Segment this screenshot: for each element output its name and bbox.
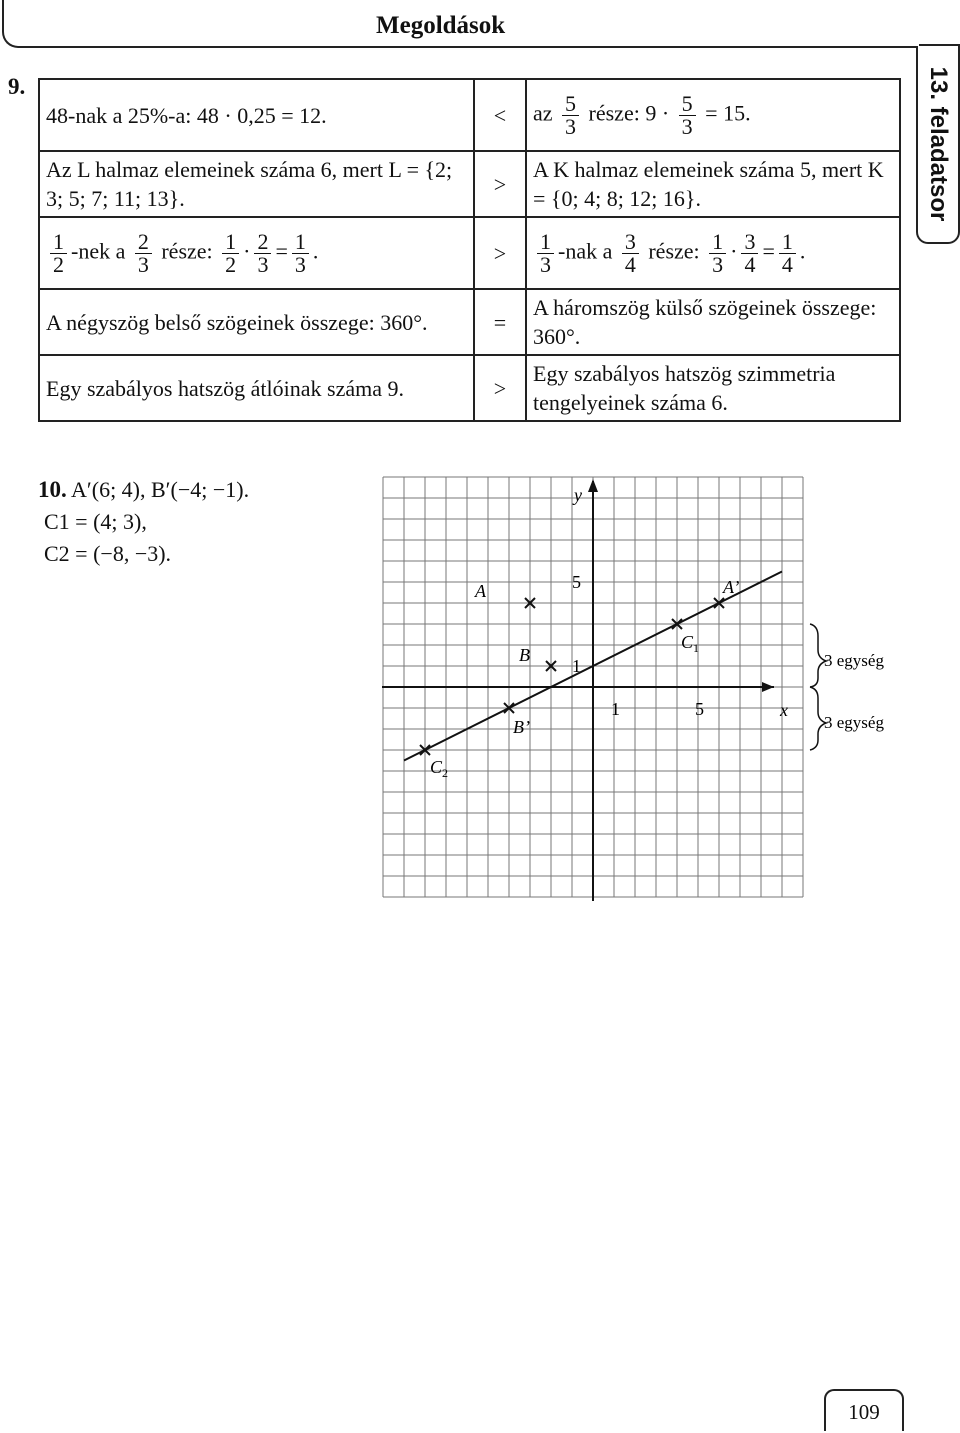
text-fragment: része: 9 ·: [588, 100, 670, 126]
fraction: [679, 90, 696, 139]
fraction: [741, 228, 758, 277]
y-axis-label: y: [574, 485, 582, 505]
numerator: 1: [779, 231, 796, 254]
label-C1: $C_1$: [681, 632, 700, 655]
fraction: [622, 228, 639, 277]
denominator: 3: [681, 113, 693, 139]
task-10-line: C1 = (4; 3),: [44, 509, 147, 534]
text-fragment: .: [799, 238, 806, 264]
page-title: Megoldások: [376, 12, 506, 39]
fraction: [254, 228, 271, 277]
denominator: 4: [624, 251, 636, 277]
chapter-tab-label: 13. feladatsor: [925, 66, 952, 222]
fraction: [50, 228, 67, 277]
denominator: 3: [712, 251, 724, 277]
text-fragment: része:: [648, 238, 700, 264]
denominator: 4: [781, 251, 793, 277]
cell-left: A négyszög belső szögeinek összege: 360°.: [39, 289, 474, 355]
brace-label-upper: 3 egység: [824, 651, 884, 670]
text-fragment: = 15.: [705, 100, 751, 126]
cell-left: $\frac{1}{2}$ -nek a $\frac{2}{3}$ része: $\frac{1}{2}$ · $\frac{2}{3}$ = $\frac{1}{3}$ .: [39, 217, 474, 289]
task-10-line: C2 = (−8, −3).: [44, 541, 172, 566]
denominator: 2: [53, 251, 64, 277]
x-tick-5: 5: [695, 699, 704, 719]
task-9-number: 9.: [8, 74, 26, 99]
fraction: [292, 228, 309, 277]
label-B: B: [519, 645, 530, 665]
denominator: 3: [257, 251, 269, 277]
x-tick-1: 1: [611, 699, 620, 719]
denominator: 3: [540, 251, 551, 277]
cell-left: Az L halmaz elemeinek száma 6, mert L = {2; 3; 5; 7; 11; 13}.: [39, 151, 474, 217]
comparison-table: [38, 78, 901, 422]
numerator: 1: [292, 231, 309, 254]
denominator: 3: [294, 251, 306, 277]
label-A-prime: A’: [723, 577, 740, 597]
cell-right: [526, 79, 900, 151]
relation-sign: >: [474, 151, 526, 217]
relation-sign: >: [474, 217, 526, 289]
denominator: 2: [225, 251, 237, 277]
table-row: [39, 79, 900, 151]
text-fragment: része:: [161, 238, 213, 264]
fraction: [537, 228, 554, 277]
chapter-tab: [916, 46, 960, 244]
axes: [382, 479, 774, 901]
numerator: 5: [679, 93, 696, 116]
task-10-number: 10.: [38, 477, 67, 502]
numerator: 1: [709, 231, 726, 254]
table-row: [39, 151, 900, 217]
denominator: 4: [744, 251, 756, 277]
coordinate-grid: [382, 476, 912, 906]
table-row: [39, 217, 900, 289]
fraction: [135, 228, 152, 277]
text-fragment: .: [312, 238, 319, 264]
numerator: 1: [222, 231, 239, 254]
table-row: [39, 355, 900, 421]
fraction: [562, 90, 579, 139]
cell-right: A háromszög külső szögeinek összege: 360°.: [526, 289, 900, 355]
relation-sign: >: [474, 355, 526, 421]
denominator: 3: [565, 113, 577, 139]
label-B-prime: B’: [513, 717, 530, 737]
numerator: 2: [254, 231, 271, 254]
text-fragment: -nak a: [558, 238, 613, 264]
page-number: 109: [824, 1389, 904, 1431]
relation-sign: =: [474, 289, 526, 355]
brace-label-lower: 3 egység: [824, 713, 884, 732]
cell-right: Egy szabályos hatszög szimmetria tengelyeinek száma 6.: [526, 355, 900, 421]
text-fragment: az: [533, 100, 553, 126]
x-axis-label: x: [780, 700, 788, 720]
numerator: 2: [135, 231, 152, 254]
cell-right: A K halmaz elemeinek száma 5, mert K = {0; 4; 8; 12; 16}.: [526, 151, 900, 217]
numerator: 3: [622, 231, 639, 254]
text-fragment: -nek a: [71, 238, 126, 264]
cell-right: $\frac{1}{3}$ -nak a $\frac{3}{4}$ része: $\frac{1}{3}$ · $\frac{3}{4}$ = $\frac{1}{4}$ .: [526, 217, 900, 289]
fraction: [779, 228, 796, 277]
denominator: 3: [137, 251, 149, 277]
fraction: [222, 228, 239, 277]
fraction: [709, 228, 726, 277]
numerator: 1: [537, 231, 554, 254]
task-10-solution: [38, 474, 249, 570]
relation-sign: <: [474, 79, 526, 151]
task-10-line: A′(6; 4), B′(−4; −1).: [71, 477, 250, 502]
label-C2: $C_2$: [430, 757, 449, 780]
table-row: [39, 289, 900, 355]
cell-left: 48-nak a 25%-a: 48 · 0,25 = 12.: [39, 79, 474, 151]
y-tick-5: 5: [572, 572, 581, 592]
cell-left: Egy szabályos hatszög átlóinak száma 9.: [39, 355, 474, 421]
label-A: A: [475, 581, 486, 601]
numerator: 5: [562, 93, 579, 116]
numerator: 1: [50, 231, 67, 254]
numerator: 3: [741, 231, 758, 254]
y-tick-1: 1: [572, 656, 581, 676]
